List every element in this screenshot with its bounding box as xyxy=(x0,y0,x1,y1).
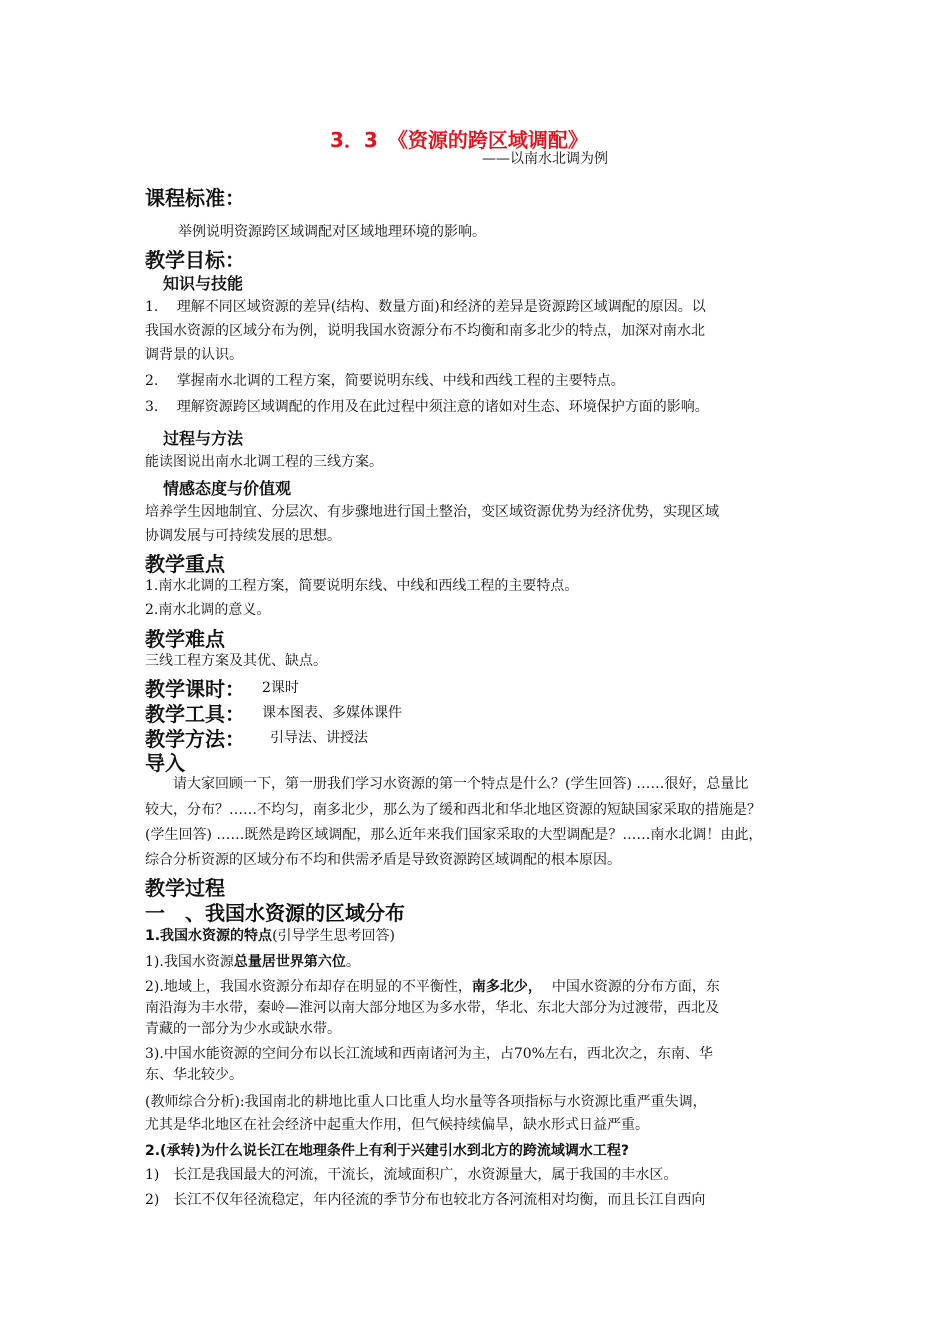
emotion-line-1: 培养学生因地制宜、分层次、有步骤地进行国土整治，变区域资源优势为经济优势，实现区域 xyxy=(145,504,719,520)
knowledge-item-1-cont: 我国水资源的区域分布为例，说明我国水资源分布不均衡和南多北少的特点，加深对南水北 xyxy=(145,323,705,339)
point-1-title: 1.我国水资源的特点 xyxy=(145,928,273,944)
intro-line-4: 综合分析资源的区域分布不均和供需矛盾是导致资源跨区域调配的根本原因。 xyxy=(145,852,621,868)
point-2-item-2: 2) 长江不仅年径流稳定，年内径流的季节分布也较北方各河流相对均衡，而且长江自西向 xyxy=(145,1192,706,1208)
p2-post: 中国水资源的分布方面，东 xyxy=(551,979,720,995)
intro-line-3: (学生回答) ……既然是跨区域调配，那么近年来我们国家采取的大型调配是？……南水北调！由此， xyxy=(145,827,763,843)
point-1-1 xyxy=(145,951,360,971)
point-2-item-1: 1) 长江是我国最大的河流，干流长，流域面积广，水资源量大，属于我国的丰水区。 xyxy=(145,1167,678,1183)
hours-value: 2课时 xyxy=(262,680,299,696)
p2-pre: 2).地域上，我国水资源分布却存在明显的不平衡性， xyxy=(145,979,472,995)
teacher-analysis-line-1: (教师综合分析):我国南北的耕地比重人口比重人均水量等各项指标与水资源比重严重失调， xyxy=(145,1094,707,1110)
teacher-analysis-line-2: 尤其是华北地区在社会经济中起重大作用，但气候持续偏旱，缺水形式日益严重。 xyxy=(145,1117,649,1133)
p1-pre: 1).我国水资源 xyxy=(145,954,234,970)
tools-label: 教学工具： xyxy=(145,702,245,726)
intro-line-1: 请大家回顾一下，第一册我们学习水资源的第一个特点是什么？(学生回答) ……很好，总量比 xyxy=(173,776,749,792)
knowledge-item-1: 1. 理解不同区域资源的差异(结构、数量方面)和经济的差异是资源跨区域调配的原因。以 xyxy=(145,299,706,315)
curriculum-text: 举例说明资源跨区域调配对区域地理环境的影响。 xyxy=(178,224,486,240)
goals-heading: 教学目标： xyxy=(145,248,245,272)
point-1-note: (引导学生思考回答) xyxy=(272,928,395,944)
knowledge-item-3: 3. 理解资源跨区域调配的作用及在此过程中须注意的诸如对生态、环境保护方面的影响。 xyxy=(145,399,709,415)
methods-value: 引导法、讲授法 xyxy=(270,730,368,746)
curriculum-heading: 课程标准： xyxy=(145,186,245,210)
knowledge-item-1-end: 调背景的认识。 xyxy=(145,347,243,363)
section-1-heading: 一 、我国水资源的区域分布 xyxy=(145,901,405,925)
emotion-heading: 情感态度与价值观 xyxy=(163,479,292,498)
point-1-2-line-2: 南沿海为丰水带，秦岭—淮河以南大部分地区为多水带，华北、东北大部分为过渡带，西北及 xyxy=(145,1000,719,1016)
point-1-3-line-2: 东、华北较少。 xyxy=(145,1067,243,1083)
point-1-2-line-3: 青藏的一部分为少水或缺水带。 xyxy=(145,1021,341,1037)
p1-bold: 总量居世界第六位 xyxy=(233,954,346,970)
difficulty-text: 三线工程方案及其优、缺点。 xyxy=(145,653,327,669)
point-2-heading: 2.(承转)为什么说长江在地理条件上有利于兴建引水到北方的跨流域调水工程? xyxy=(145,1143,629,1159)
point-1-line xyxy=(145,925,395,945)
key-point-2: 2.南水北调的意义。 xyxy=(145,602,271,618)
knowledge-heading: 知识与技能 xyxy=(163,274,244,293)
methods-label: 教学方法： xyxy=(145,727,245,751)
p2-bold: 南多北少， xyxy=(471,979,542,995)
document-subtitle: ——以南水北调为例 xyxy=(482,151,608,167)
difficulty-heading: 教学难点 xyxy=(145,627,225,651)
emotion-line-2: 协调发展与可持续发展的思想。 xyxy=(145,528,341,544)
intro-line-2: 较大，分布？……不均匀，南多北少，那么为了缓和西北和华北地区资源的短缺国家采取的措施是？ xyxy=(145,802,761,818)
intro-heading: 导入 xyxy=(145,751,185,775)
knowledge-item-2: 2. 掌握南水北调的工程方案，简要说明东线、中线和西线工程的主要特点。 xyxy=(145,373,625,389)
key-point-1: 1.南水北调的工程方案，简要说明东线、中线和西线工程的主要特点。 xyxy=(145,578,579,594)
tools-value: 课本图表、多媒体课件 xyxy=(262,705,402,721)
point-1-2-line-1 xyxy=(145,976,720,996)
teaching-process-heading: 教学过程 xyxy=(145,876,225,900)
p1-post: 。 xyxy=(345,954,360,970)
process-method-text: 能读图说出南水北调工程的三线方案。 xyxy=(145,454,383,470)
point-1-3-line-1: 3).中国水能资源的空间分布以长江流域和西南诸河为主，占70%左右，西北次之，东南、华 xyxy=(145,1046,713,1062)
document-title: 3．3 《资源的跨区域调配》 xyxy=(330,128,588,152)
process-method-heading: 过程与方法 xyxy=(163,429,244,448)
hours-label: 教学课时： xyxy=(145,677,245,701)
key-points-heading: 教学重点 xyxy=(145,552,225,576)
